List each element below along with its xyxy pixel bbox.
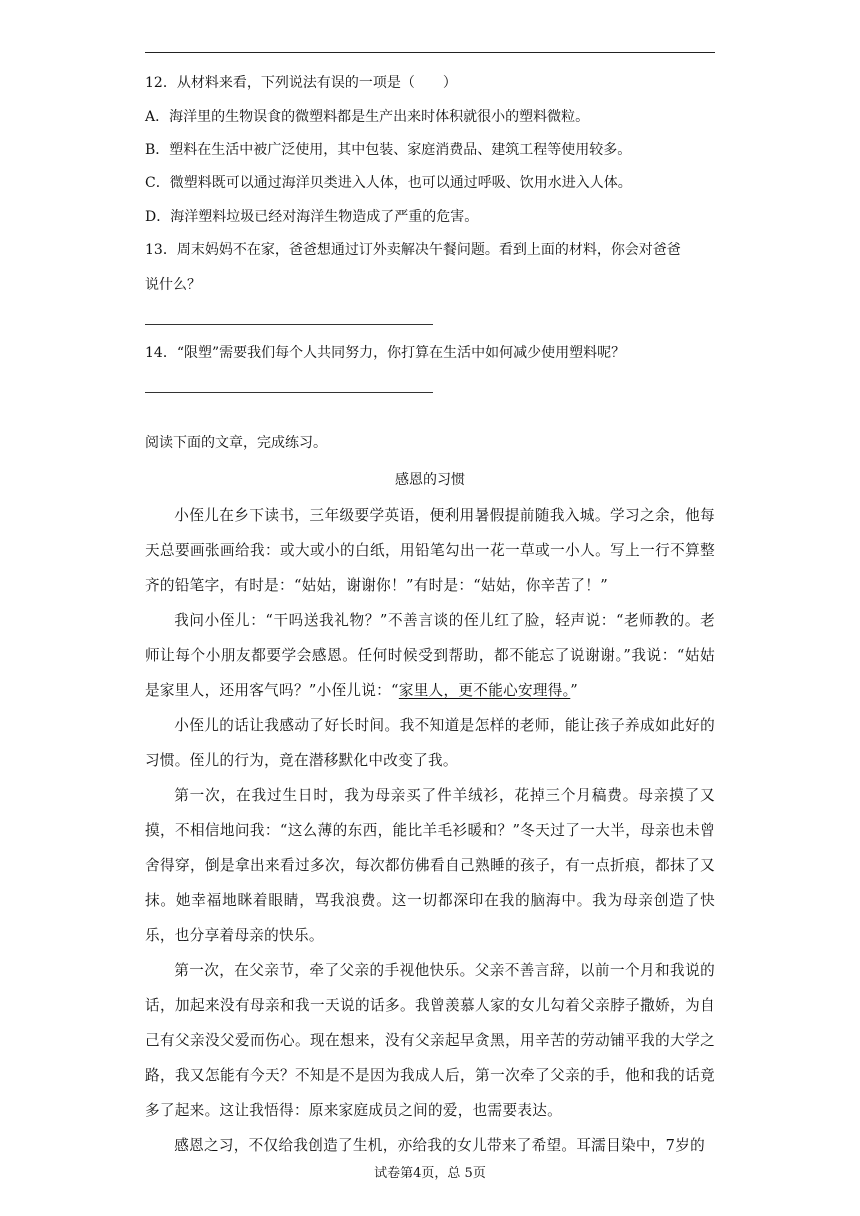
article-body bbox=[145, 498, 715, 1163]
article-paragraph-1: 小侄儿在乡下读书，三年级要学英语，便利用暑假提前随我入城。学习之余，他每天总要画张画给我：或大或小的白纸，用铅笔勾出一花一草或一小人。写上一行不算整齐的铅笔字，有时是：“姑姑，谢谢你！”有时是：“姑姑，你辛苦了！” bbox=[145, 507, 715, 594]
question-12-option-b: B．塑料在生活中被广泛使用，其中包装、家庭消费品、建筑工程等使用较多。 bbox=[145, 142, 632, 158]
paragraph-2-text: 我问小侄儿：“干吗送我礼物？”不善言谈的侄儿红了脸，轻声说：“老师教的。老师让每个小朋友都要学会感恩。任何时候受到帮助，都不能忘了说谢谢。”我说：“姑姑是家里人，还用客气吗？”小侄儿说：“ bbox=[145, 612, 715, 699]
page-footer: 试卷第4页，总 5页 bbox=[374, 1166, 486, 1181]
article-paragraph-6: 感恩之习，不仅给我创造了生机，亦给我的女儿带来了希望。耳濡目染中，7岁的 bbox=[174, 1137, 706, 1154]
question-13-answer-line[interactable] bbox=[145, 324, 433, 325]
header-rule bbox=[145, 52, 715, 53]
article-title: 感恩的习惯 bbox=[395, 472, 465, 488]
underlined-quote: 家里人，更不能心安理得。 bbox=[398, 682, 571, 699]
reading-instruction: 阅读下面的文章，完成练习。 bbox=[145, 435, 327, 451]
paragraph-2-closing-quote: ” bbox=[570, 682, 579, 699]
question-12-option-d: D．海洋塑料垃圾已经对海洋生物造成了严重的危害。 bbox=[145, 209, 479, 225]
question-14-stem: 14．“限塑”需要我们每个人共同努力，你打算在生活中如何减少使用塑料呢？ bbox=[145, 345, 626, 361]
question-14-answer-line[interactable] bbox=[145, 392, 433, 393]
article-paragraph-5: 第一次，在父亲节，牵了父亲的手视他快乐。父亲不善言辞，以前一个月和我说的话，加起来没有母亲和我一天说的话多。我曾羡慕人家的女儿勾着父亲脖子撒娇，为自己有父亲没父爱而伤心。现在想来，没有父亲起早贪黑，用辛苦的劳动铺平我的大学之路，我又怎能有今天？不知是不是因为我成人后，第一次牵了父亲的手，他和我的话竟多了起来。这让我悟得：原来家庭成员之间的爱，也需要表达。 bbox=[145, 962, 715, 1119]
question-12-option-c: C．微塑料既可以通过海洋贝类进入人体，也可以通过呼吸、饮用水进入人体。 bbox=[145, 175, 632, 191]
question-12-stem: 12．从材料来看，下列说法有误的一项是（ ） bbox=[145, 75, 457, 91]
article-paragraph-4: 第一次，在我过生日时，我为母亲买了件羊绒衫，花掉三个月稿费。母亲摸了又摸，不相信地问我：“这么薄的东西，能比羊毛衫暖和？”冬天过了一大半，母亲也未曾舍得穿，倒是拿出来看过多次，每次都仿佛看自己熟睡的孩子，有一点折痕，都抹了又抹。她幸福地眯着眼睛，骂我浪费。这一切都深印在我的脑海中。我为母亲创造了快乐，也分享着母亲的快乐。 bbox=[145, 787, 715, 944]
question-13-line-2: 说什么？ bbox=[145, 277, 201, 293]
question-13-line-1: 13．周末妈妈不在家，爸爸想通过订外卖解决午餐问题。看到上面的材料，你会对爸爸 bbox=[145, 242, 681, 258]
article-paragraph-3: 小侄儿的话让我感动了好长时间。我不知道是怎样的老师，能让孩子养成如此好的习惯。侄儿的行为，竟在潜移默化中改变了我。 bbox=[145, 717, 715, 769]
question-12-option-a: A．海洋里的生物误食的微塑料都是生产出来时体积就很小的塑料微粒。 bbox=[145, 109, 590, 125]
article-paragraph-2 bbox=[145, 603, 715, 708]
